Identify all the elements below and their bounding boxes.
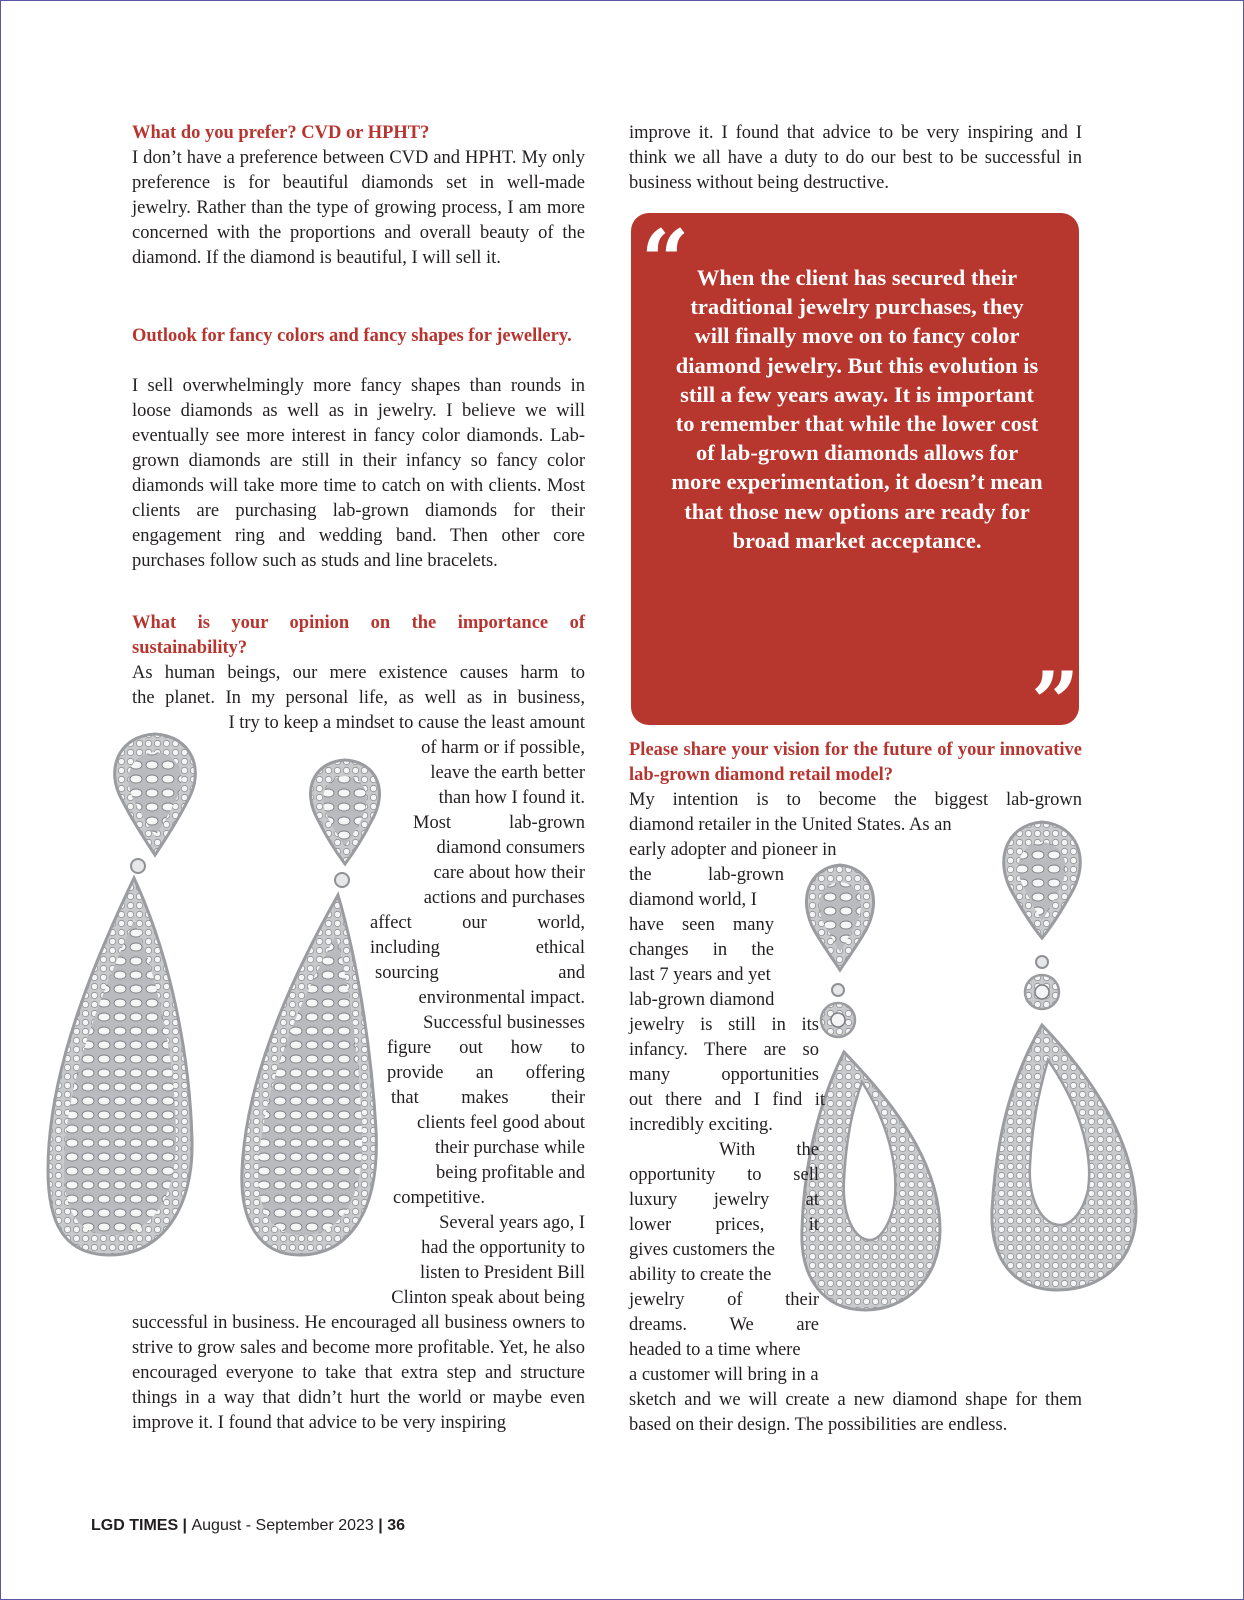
text-line: listen to President Bill — [420, 1263, 585, 1283]
heading-cvd-hpht: What do you prefer? CVD or HPHT? — [132, 123, 430, 143]
paragraph-sustainability-bottom: successful in business. He encouraged all business owners to strive to grow sales and become more profitable. Yet, he also encouraged everyone to take that extra step and structure things in a way that didn’t hurt the world or maybe even improve it. I found that advice to be very inspiring — [132, 1313, 585, 1433]
heading-sustainability: What is your opinion on the importance of sustainability? — [132, 613, 585, 658]
paragraph-vision-bottom: sketch and we will create a new diamond shape for them based on their design. The possibilities are endless. — [629, 1390, 1082, 1435]
pull-quote-text: When the client has secured their traditional jewelry purchases, they will finally move on to fancy color diamond jewelry. But this evolution is still a few years away. It is important to remember that while the lower cost of lab-grown diamonds allows for more experimentation, it doesn’t mean that those new options are ready for broad market acceptance. — [671, 265, 1043, 553]
text-line: opportunity to sell — [629, 1165, 819, 1185]
earring-4 — [992, 822, 1136, 1290]
text-line: sourcing and — [375, 963, 585, 983]
text-line: the planet. In my personal life, as well as in business, — [132, 688, 585, 708]
footer-separator: | — [178, 1517, 192, 1534]
paragraph-sustainability-wrap — [355, 736, 585, 1311]
earring-1 — [48, 734, 195, 1255]
text-line: than how I found it. — [438, 788, 585, 808]
footer-page-number: 36 — [387, 1517, 405, 1534]
text-line: their purchase while — [435, 1138, 585, 1158]
text-line: the lab-grown — [629, 865, 784, 885]
text-line: Several years ago, I — [439, 1213, 585, 1233]
text-line: early adopter and pioneer in — [629, 840, 837, 860]
text-line: ability to create the — [629, 1265, 772, 1285]
text-line: competitive. — [393, 1188, 485, 1208]
text-line: have seen many — [629, 915, 774, 935]
text-line: My intention is to become the biggest lab-grown — [629, 790, 1082, 810]
text-line: lab-grown diamond — [629, 990, 775, 1010]
paragraph-fancy-colors: I sell overwhelmingly more fancy shapes than rounds in loose diamonds as well as in jewelry. I believe we will eventually see more interest in fancy color diamonds. Lab-grown diamonds are still in their infancy so fancy color diamonds will take more time to catch on with clients. Most clients are purchasing lab-grown diamonds for their engagement ring and wedding band. Then other core purchases follow such as studs and line bracelets. — [132, 376, 585, 571]
text-line: diamond consumers — [436, 838, 585, 858]
text-line: jewelry of their — [629, 1290, 819, 1310]
text-line: that makes their — [391, 1088, 585, 1108]
text-line: environmental impact. — [418, 988, 585, 1008]
text-line: jewelry is still in its — [629, 1015, 819, 1035]
text-line: Clinton speak about being — [391, 1288, 585, 1308]
text-line: I try to keep a mindset to cause the least amount — [228, 713, 585, 733]
text-line: figure out how to — [387, 1038, 585, 1058]
text-line: care about how their — [433, 863, 585, 883]
text-line: diamond retailer in the United States. As an — [629, 815, 952, 835]
text-line: gives customers the — [629, 1240, 775, 1260]
text-line: clients feel good about — [417, 1113, 585, 1133]
text-line: luxury jewelry at — [629, 1190, 819, 1210]
text-line: had the opportunity to — [421, 1238, 585, 1258]
text-line: Most lab-grown — [413, 813, 585, 833]
paragraph-continuation: improve it. I found that advice to be very inspiring and I think we all have a duty to do our best to be successful in business without being destructive. — [629, 123, 1082, 193]
text-line: With the — [719, 1140, 819, 1160]
text-line: changes in the — [629, 940, 774, 960]
page-footer — [91, 1517, 405, 1535]
close-quote-icon: ” — [1031, 653, 1080, 752]
text-line: infancy. There are so — [629, 1040, 819, 1060]
text-line: actions and purchases — [423, 888, 585, 908]
left-earrings-illustration — [0, 730, 400, 1290]
text-line: out there and I find it — [629, 1090, 825, 1110]
text-line: of harm or if possible, — [421, 738, 585, 758]
text-line: headed to a time where — [629, 1340, 801, 1360]
paragraph-vision-top — [629, 788, 1082, 838]
paragraph-sustainability-top — [132, 661, 585, 736]
pull-quote-box — [631, 211, 1080, 752]
text-line: being profitable and — [436, 1163, 585, 1183]
text-line: dreams. We are — [629, 1315, 819, 1335]
text-line: a customer will bring in a — [629, 1365, 819, 1385]
footer-separator: | — [373, 1517, 388, 1534]
text-line: Successful businesses — [423, 1013, 585, 1033]
open-quote-icon: “ — [641, 211, 690, 310]
footer-issue: August - September 2023 — [191, 1517, 374, 1534]
text-line: lower prices, it — [629, 1215, 819, 1235]
paragraph-vision-wrap — [629, 838, 837, 1388]
footer-brand: LGD TIMES — [91, 1517, 179, 1534]
paragraph-cvd-hpht: I don’t have a preference between CVD and HPHT. My only preference is for beautiful diamonds set in well-made jewelry. Rather than the type of growing process, I am more concerned with the proportions and overall beauty of the diamond. If the diamond is beautiful, I will sell it. — [132, 148, 585, 268]
text-line: last 7 years and yet — [629, 965, 771, 985]
heading-fancy-colors: Outlook for fancy colors and fancy shapes for jewellery. — [132, 326, 572, 346]
text-line: As human beings, our mere existence causes harm to — [132, 663, 585, 683]
text-line: many opportunities — [629, 1065, 819, 1085]
text-line: incredibly exciting. — [629, 1115, 773, 1135]
text-line: including ethical — [370, 938, 585, 958]
text-line: diamond world, I — [629, 890, 757, 910]
text-line: provide an offering — [387, 1063, 585, 1083]
text-line: leave the earth better — [430, 763, 585, 783]
heading-vision: Please share your vision for the future of your innovative lab-grown diamond retail model? — [629, 740, 1082, 785]
text-line: affect our world, — [370, 913, 585, 933]
right-earrings-illustration — [790, 820, 1170, 1320]
